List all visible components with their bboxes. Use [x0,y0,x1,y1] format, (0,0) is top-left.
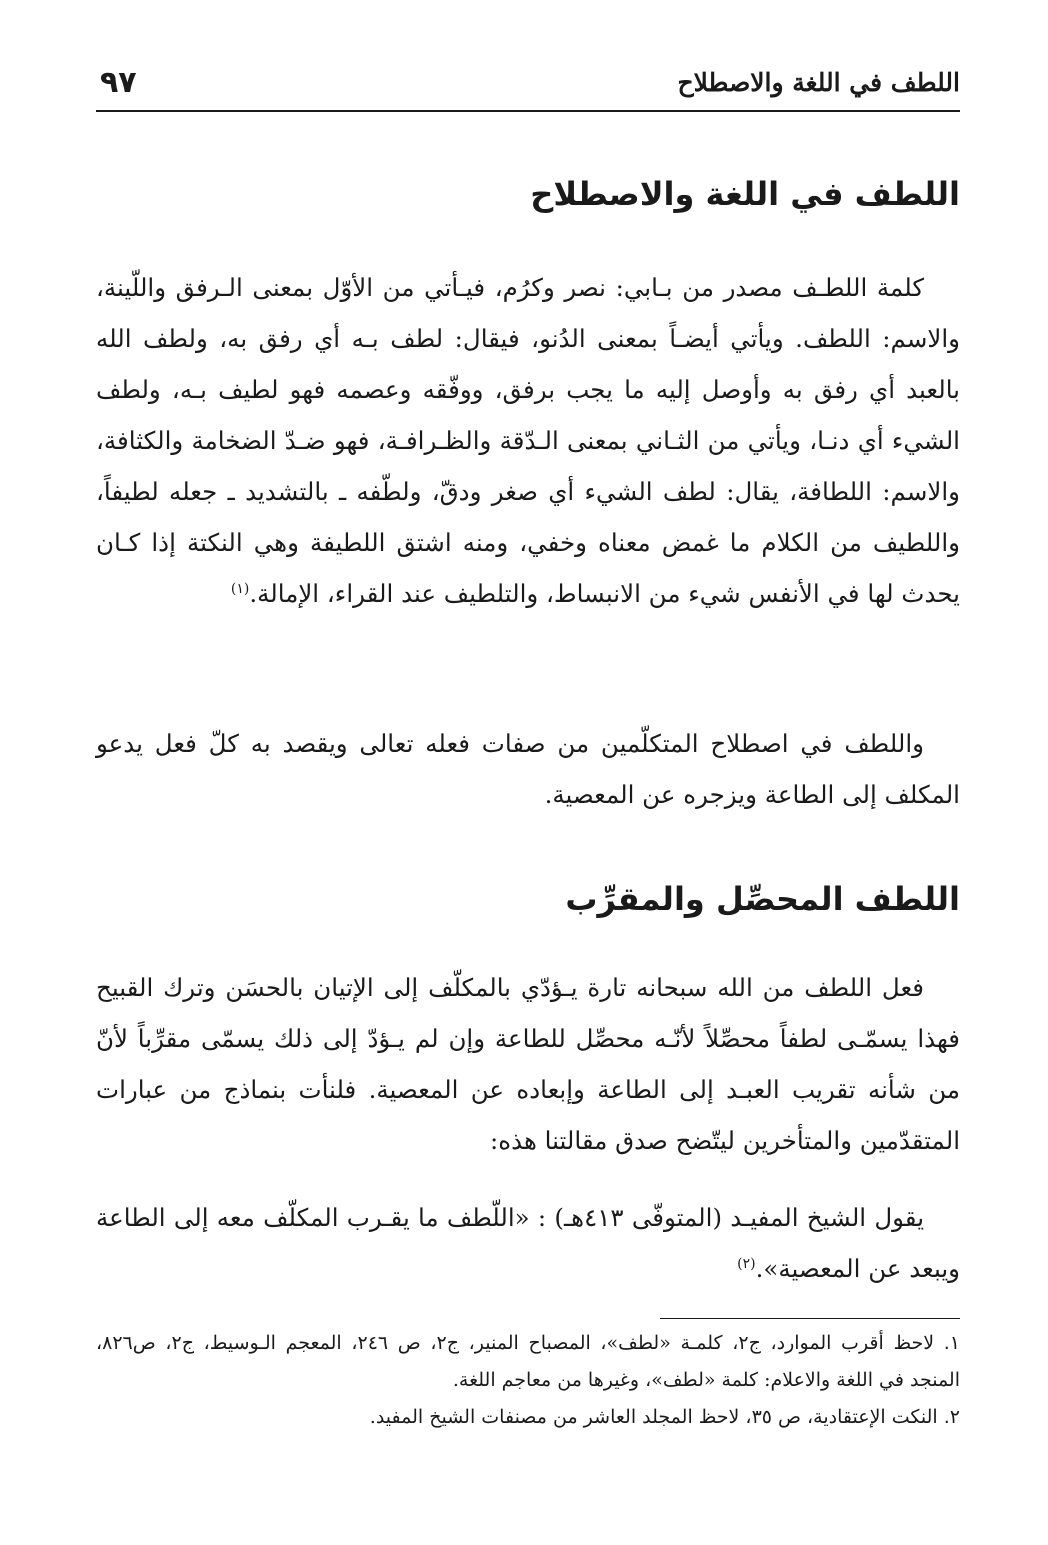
paragraph-text: كلمة اللطـف مصدر من بـابي: نصر وكرُم، فيـأتي من الأوّل بمعنى الـرفق واللّينة، والاسم: اللطف. ويأتي أيضـاً بمعنى الدُنو، فيقال: لطف بـه أي رفق به، ولطف الله بالعبد أي رفق به وأوصل إليه ما يجب برفق، ووفّقه وعصمه فهو لطيف بـه، ولطف الشيء أي دنـا، ويأتي من الثـاني بمعنى الـدّقة والظـرافـة، فهو ضـدّ الضخامة والكثافة، والاسم: اللطافة، يقال: لطف الشيء أي صغر ودقّ، ولطّفه ـ بالتشديد ـ جعله لطيفاً، واللطيف من الكلام ما غمض معناه وخفي، ومنه اشتق اللطيفة وهي النكتة إذا كـان يحدث لها في الأنفس شيء من الانبساط، والتلطيف عند القراء، الإمالة. [96,273,960,608]
book-page [96,0,960,1545]
footnote-number: ١. [943,1332,960,1354]
running-head-title: اللطف في اللغة والاصطلاح [677,67,960,97]
footnote-number: ٢. [943,1406,960,1428]
footnotes-list [96,1325,960,1436]
paragraph-lutf-terminology: واللطف في اصطلاح المتكلّمين من صفات فعله تعالى ويقصد به كلّ فعل يدعو المكلف إلى الطاعة ويزجره عن المعصية. [96,729,960,809]
paragraph-lutf-definition [96,262,960,619]
paragraph-lutf-types: فعل اللطف من الله سبحانه تارة يـؤدّي بالمكلّف إلى الإتيان بالحسَن وترك القبيح فهذا يسمّـى لطفاً محصِّلاً لأنّـه محصِّل للطاعة وإن لم يـؤدّ إلى ذلك يسمّى مقرِّباً لأنّ من شأنه تقريب العبـد إلى الطاعة وإبعاده عن المعصية. فلنأت بنماذج من عبارات المتقدّمين والمتأخرين ليتّضح صدق مقالتنا هذه: [96,973,960,1155]
footnote-divider [660,1318,960,1319]
footnote-1 [96,1325,960,1399]
paragraph-mufid-quote [96,1192,960,1294]
paragraph-text: يقول الشيخ المفيـد (المتوفّى ٤١٣هـ) : «اللّطف ما يقـرب المكلّف معه إلى الطاعة ويبعد عن المعصية». [96,1203,960,1283]
page-number: ٩٧ [100,64,137,100]
running-head [96,62,960,102]
section-heading-lutf-language-terminology: اللطف في اللغة والاصطلاح [530,175,960,213]
header-divider [96,110,960,112]
footnote-reference-2[interactable]: (٢) [737,1255,756,1272]
section-heading-lutf-types: اللطف المحصِّل والمقرِّب [565,880,960,918]
footnote-2 [96,1399,960,1436]
footnote-text: النكت الإعتقادية، ص ٣٥، لاحظ المجلد العاشر من مصنفات الشيخ المفيد. [369,1406,938,1428]
footnote-text: لاحظ أقرب الموارد، ج٢، كلمـة «لطف»، المصباح المنير، ج٢، ص ٢٤٦، المعجم الـوسيط، ج٢، ص٨٢٦، المنجد في اللغة والاعلام: كلمة «لطف»، وغيرها من معاجم اللغة. [96,1332,960,1391]
footnote-reference-1[interactable]: (١) [230,580,250,597]
